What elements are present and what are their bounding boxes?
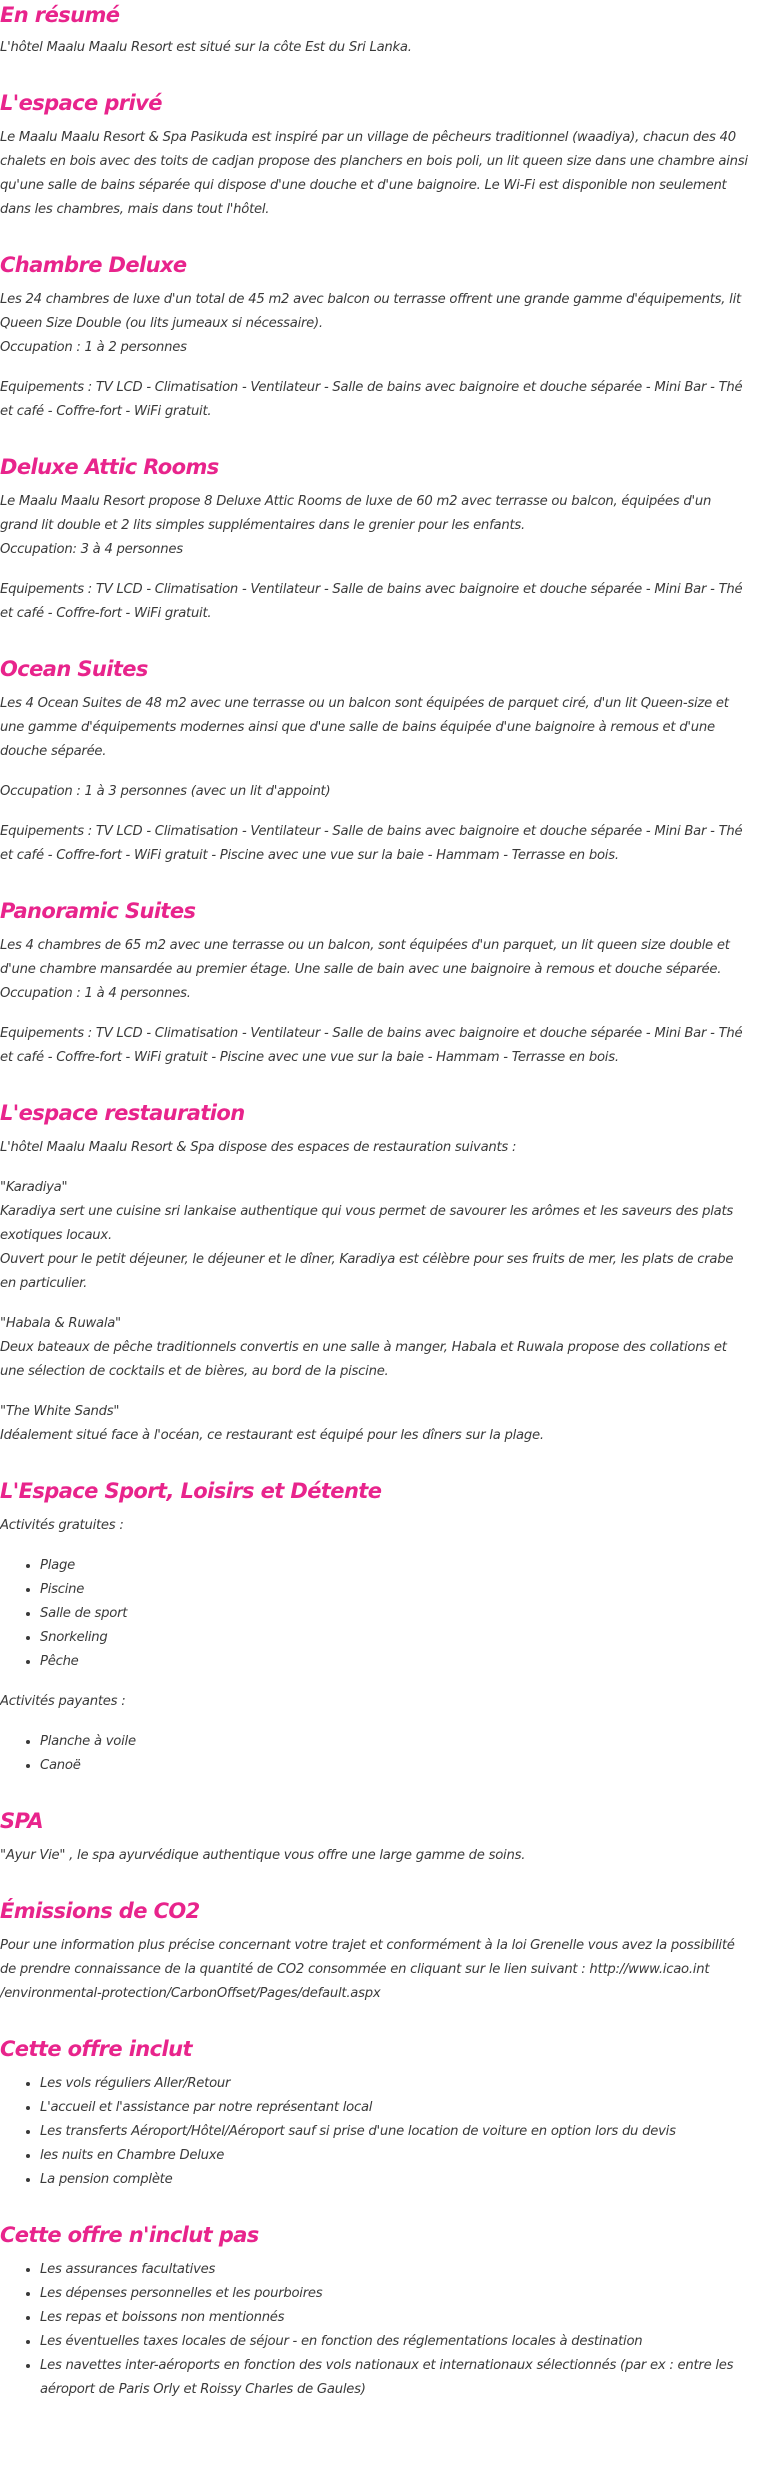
attic-equipements: Equipements : TV LCD - Climatisation - Ventilateur - Salle de bains avec baignoire et douche séparée - Mini Bar - Thé et café - Coffre-fort - WiFi gratuit. [0, 582, 743, 621]
section-title-ninclut: Cette offre n'inclut pas [0, 2223, 259, 2247]
list-item: • Les assurances facultatives [40, 2258, 752, 2282]
ocean-occupation: Occupation : 1 à 3 personnes (avec un lit d'appoint) [0, 784, 331, 799]
list-item: • Planche à voile [40, 1730, 752, 1754]
restaurant-sands-desc: Idéalement situé face à l'océan, ce restaurant est équipé pour les dîners sur la plage. [0, 1428, 544, 1443]
ocean-description: Les 4 Ocean Suites de 48 m2 avec une terrasse ou un balcon sont équipées de parquet ciré, d'un lit Queen-size et une gamme d'équipements modernes ainsi que d'une salle de bains équipée d'une baignoire à remous et d'une douche séparée. [0, 696, 729, 759]
restaurant-karadiya-desc: Karadiya sert une cuisine sri lankaise authentique qui vous permet de savourer les arômes et les saveurs des plats exotiques locaux. [0, 1204, 734, 1243]
section-title-panoramic: Panoramic Suites [0, 899, 196, 923]
section-title-co2: Émissions de CO2 [0, 1899, 200, 1923]
list-item: • Les éventuelles taxes locales de séjour - en fonction des réglementations locales à destination [40, 2330, 752, 2354]
section-title-sport: L'Espace Sport, Loisirs et Détente [0, 1479, 382, 1503]
panoramic-equipements: Equipements : TV LCD - Climatisation - Ventilateur - Salle de bains avec baignoire et douche séparée - Mini Bar - Thé et café - Coffre-fort - WiFi gratuit - Piscine avec une vue sur la baie - Hammam - Terrasse en bois. [0, 1026, 743, 1065]
list-item: • Les vols réguliers Aller/Retour [40, 2072, 752, 2096]
prive-text: Le Maalu Maalu Resort & Spa Pasikuda est inspiré par un village de pêcheurs traditionnel (waadiya), chacun des 40 chalets en bois avec des toits de cadjan propose des planchers en bois poli, un lit queen size dans une chambre ainsi qu'une salle de bains séparée qui dispose d'une douche et d'une baignoire. Le Wi-Fi est disponible non seulement dans les chambres, mais dans tout l'hôtel. [0, 130, 748, 217]
restaurant-karadiya-hours: Ouvert pour le petit déjeuner, le déjeuner et le dîner, Karadiya est célèbre pour ses fruits de mer, les plats de crabe en particulier. [0, 1252, 734, 1291]
list-item: • Plage [40, 1554, 752, 1578]
panoramic-description: Les 4 chambres de 65 m2 avec une terrasse ou un balcon, sont équipées d'un parquet, un lit queen size double et d'une chambre mansardée au premier étage. Une salle de bain avec une baignoire à remous et douche séparée. [0, 938, 730, 977]
list-item: • Les repas et boissons non mentionnés [40, 2306, 752, 2330]
restaurant-sands-name: "The White Sands" [0, 1404, 120, 1419]
attic-occupation: Occupation: 3 à 4 personnes [0, 542, 183, 557]
deluxe-equipements: Equipements : TV LCD - Climatisation - Ventilateur - Salle de bains avec baignoire et douche séparée - Mini Bar - Thé et café - Coffre-fort - WiFi gratuit. [0, 380, 743, 419]
section-title-inclut: Cette offre inclut [0, 2037, 192, 2061]
ocean-equipements: Equipements : TV LCD - Climatisation - Ventilateur - Salle de bains avec baignoire et douche séparée - Mini Bar - Thé et café - Coffre-fort - WiFi gratuit - Piscine avec une vue sur la baie - Hammam - Terrasse en bois. [0, 824, 743, 863]
included-list [0, 2072, 752, 2192]
resume-text: L'hôtel Maalu Maalu Resort est situé sur la côte Est du Sri Lanka. [0, 40, 412, 55]
excluded-list [0, 2258, 752, 2402]
deluxe-description: Les 24 chambres de luxe d'un total de 45 m2 avec balcon ou terrasse offrent une grande gamme d'équipements, lit Queen Size Double (ou lits jumeaux si nécessaire). [0, 292, 741, 331]
panoramic-occupation: Occupation : 1 à 4 personnes. [0, 986, 191, 1001]
section-title-attic: Deluxe Attic Rooms [0, 455, 219, 479]
restauration-intro: L'hôtel Maalu Maalu Resort & Spa dispose des espaces de restauration suivants : [0, 1140, 517, 1155]
list-item: • les nuits en Chambre Deluxe [40, 2144, 752, 2168]
deluxe-occupation: Occupation : 1 à 2 personnes [0, 340, 187, 355]
list-item: • Salle de sport [40, 1602, 752, 1626]
free-activities-list [0, 1554, 752, 1674]
list-item: • La pension complète [40, 2168, 752, 2192]
section-title-ocean: Ocean Suites [0, 657, 148, 681]
section-title-restauration: L'espace restauration [0, 1101, 245, 1125]
spa-text: "Ayur Vie" , le spa ayurvédique authentique vous offre une large gamme de soins. [0, 1848, 526, 1863]
restaurant-habala-name: "Habala & Ruwala" [0, 1316, 121, 1331]
list-item: • Les navettes inter-aéroports en fonction des vols nationaux et internationaux sélectionnés (par ex : entre les aéroport de Paris Orly et Roissy Charles de Gaules) [40, 2354, 752, 2402]
section-title-deluxe: Chambre Deluxe [0, 253, 187, 277]
section-title-resume: En résumé [0, 3, 120, 27]
restaurant-karadiya-name: "Karadiya" [0, 1180, 68, 1195]
list-item: • Snorkeling [40, 1626, 752, 1650]
free-activities-label: Activités gratuites : [0, 1518, 124, 1533]
paid-activities-label: Activités payantes : [0, 1694, 126, 1709]
restaurant-habala-desc: Deux bateaux de pêche traditionnels convertis en une salle à manger, Habala et Ruwala propose des collations et une sélection de cocktails et de bières, au bord de la piscine. [0, 1340, 727, 1379]
section-title-prive: L'espace privé [0, 91, 162, 115]
attic-description: Le Maalu Maalu Resort propose 8 Deluxe Attic Rooms de luxe de 60 m2 avec terrasse ou balcon, équipées d'un grand lit double et 2 lits simples supplémentaires dans le grenier pour les enfants. [0, 494, 712, 533]
list-item: • Pêche [40, 1650, 752, 1674]
list-item: • Canoë [40, 1754, 752, 1778]
list-item: • L'accueil et l'assistance par notre représentant local [40, 2096, 752, 2120]
list-item: • Les dépenses personnelles et les pourboires [40, 2282, 752, 2306]
section-title-spa: SPA [0, 1809, 44, 1833]
co2-text: Pour une information plus précise concernant votre trajet et conformément à la loi Grenelle vous avez la possibilité de prendre connaissance de la quantité de CO2 consommée en cliquant sur le lien suivant : http://www.icao.int /environmental-protection/CarbonOffset/Pages/default.aspx [0, 1938, 735, 2001]
list-item: • Piscine [40, 1578, 752, 1602]
paid-activities-list [0, 1730, 752, 1778]
list-item: • Les transferts Aéroport/Hôtel/Aéroport sauf si prise d'une location de voiture en option lors du devis [40, 2120, 752, 2144]
